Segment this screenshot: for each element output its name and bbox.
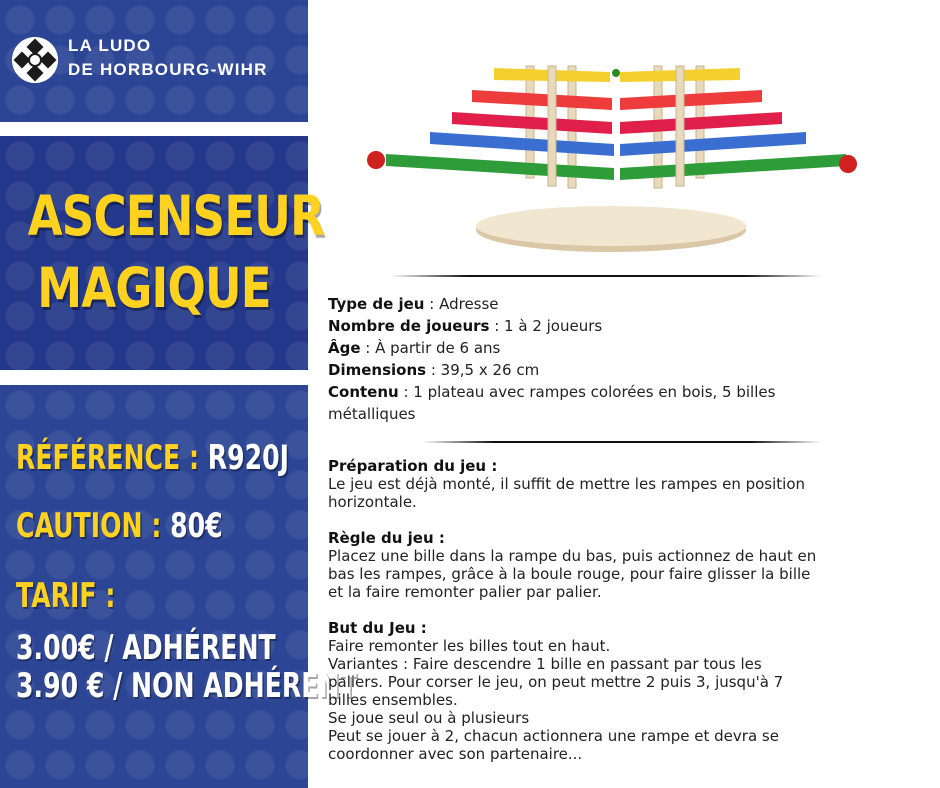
spec-age: [328, 337, 828, 359]
spec-type: [328, 293, 828, 315]
game-title-line-1: ASCENSEUR: [27, 184, 325, 248]
ludo-logo-icon: [12, 37, 58, 83]
rule-title: Règle du jeu :: [328, 529, 445, 547]
rule-text: Placez une bille dans la rampe du bas, puis actionnez de haut en bas les rampes, grâce à la boule rouge, pour faire glisser la bille et la faire remonter palier par palier.: [328, 547, 817, 601]
rule-section: [328, 529, 818, 601]
tarif-nonmember: 3.90 € / NON ADHÉRENT: [16, 666, 357, 706]
reference: [16, 438, 289, 478]
spec-dim-label: Dimensions: [328, 361, 427, 379]
spec-age-value: : À partir de 6 ans: [360, 339, 501, 357]
goal-line-2: Variantes : Faire descendre 1 bille en passant par tous les paliers. Pour corser le jeu, on peut mettre 2 puis 3, jusqu'à 7 billes ensembles.: [328, 655, 784, 709]
brand-line-1: LA LUDO: [68, 36, 152, 55]
spec-players-value: : 1 à 2 joueurs: [489, 317, 603, 335]
goal-line-4: Peut se jouer à 2, chacun actionnera une rampe et devra se coordonner avec son partenaire...: [328, 727, 779, 763]
game-title: [27, 180, 325, 324]
spec-age-label: Âge: [328, 339, 361, 357]
brand-line-2: DE HORBOURG-WIHR: [68, 60, 268, 79]
spec-dim-value: : 39,5 x 26 cm: [426, 361, 540, 379]
caution-label: CAUTION :: [16, 506, 171, 546]
spec-content: [328, 381, 828, 425]
spec-content-value: : 1 plateau avec rampes colorées en bois, 5 billes métalliques: [328, 383, 776, 423]
tarif-label: TARIF :: [16, 576, 116, 616]
game-specs: [328, 293, 828, 425]
reference-label: RÉFÉRENCE :: [16, 438, 208, 478]
divider-top: [390, 275, 822, 277]
brand-name: [68, 34, 268, 82]
spec-type-label: Type de jeu: [328, 295, 425, 313]
spec-type-value: : Adresse: [424, 295, 499, 313]
game-title-line-2: MAGIQUE: [37, 256, 271, 320]
goal-section: [328, 619, 818, 763]
caution: [16, 506, 223, 546]
goal-title: But du Jeu :: [328, 619, 427, 637]
divider-middle: [422, 441, 822, 443]
game-description: [328, 457, 818, 763]
spec-players: [328, 315, 828, 337]
prep-section: [328, 457, 818, 511]
brand-panel: [0, 0, 308, 122]
goal-line-1: Faire remonter les billes tout en haut.: [328, 637, 611, 655]
spec-dimensions: [328, 359, 828, 381]
prep-title: Préparation du jeu :: [328, 457, 498, 475]
spec-content-label: Contenu: [328, 383, 399, 401]
tarif-member: 3.00€ / ADHÉRENT: [16, 628, 276, 668]
reference-value: R920J: [207, 438, 290, 478]
product-image: [358, 58, 863, 258]
prep-text: Le jeu est déjà monté, il suffit de mettre les rampes en position horizontale.: [328, 475, 806, 511]
caution-value: 80€: [170, 506, 223, 546]
spec-players-label: Nombre de joueurs: [328, 317, 490, 335]
goal-line-3: Se joue seul ou à plusieurs: [328, 709, 530, 727]
